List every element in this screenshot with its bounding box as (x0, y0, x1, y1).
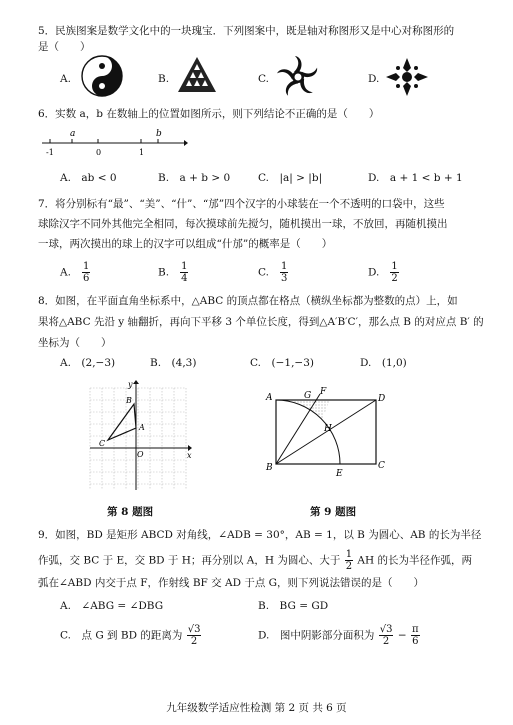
label-c: C (378, 461, 385, 471)
q7-option-d: D. $\frac{1}{2}$ (368, 261, 398, 284)
fraction: $\frac{1}{4}$ (181, 261, 188, 284)
number-line-diagram (38, 125, 188, 159)
q9-line1: 9．如图，BD 是矩形 ABCD 对角线，∠ADB = 30°，AB = 1，以 B 为圆心、AB 的长为半径 (38, 529, 482, 541)
q7-line1: 7．将分别标有“最”、“美”、“什”、“邡”四个汉字的小球装在一个不透明的口袋中，这些 (38, 198, 445, 210)
fraction: $\frac{\pi}{6}$ (411, 624, 419, 647)
q5-option-c: C. (258, 73, 269, 85)
label-a: a (70, 129, 76, 139)
taiji-pattern-icon (80, 54, 124, 98)
fraction: $\frac{1}{2}$ (345, 549, 353, 572)
q5-stem-line2: 是（ ） (38, 41, 91, 53)
q9-option-b: B. BG = GD (258, 600, 329, 612)
tick-label-one: 1 (139, 148, 145, 157)
page-footer: 九年级数学适应性检测 第 2 页 共 6 页 (166, 702, 347, 714)
fraction: $\frac{1}{6}$ (82, 261, 90, 284)
shaded-region (276, 400, 330, 419)
q9-option-a: A. ∠ABG = ∠DBG (60, 600, 164, 612)
q7-option-b: B. $\frac{1}{4}$ (158, 261, 188, 284)
q8-line1: 8．如图，在平面直角坐标系中，△ABC 的顶点都在格点（横纵坐标都为整数的点）上，如 (38, 295, 458, 307)
q7-option-a: A. $\frac{1}{6}$ (60, 261, 90, 284)
q7-option-c: C. $\frac{1}{3}$ (258, 261, 288, 284)
label-a: A (266, 393, 273, 403)
label-x: x (187, 451, 192, 460)
label-y: y (128, 380, 133, 389)
q8-line3: 坐标为（ ） (38, 337, 112, 349)
q9-line2: 作弧，交 BC 于 E，交 BD 于 H；再分别以 A，H 为圆心、大于 $\frac{1}{2}$ AH 的长为半径作弧，两 (38, 549, 472, 572)
fraction: $\frac{√3}{2}$ (379, 624, 393, 647)
triangle-pattern-icon (176, 55, 218, 95)
q6-stem: 6．实数 a，b 在数轴上的位置如图所示，则下列结论不正确的是（ ） (38, 108, 380, 120)
pinwheel-flower-icon (274, 53, 322, 101)
label-g: G (304, 391, 312, 401)
tick-label-minus-one: -1 (46, 148, 54, 157)
q5-stem-line1: 5．民族图案是数学文化中的一块瑰宝．下列图案中，既是轴对称图形又是中心对称图形的 (38, 25, 455, 37)
fraction: $\frac{1}{2}$ (391, 261, 398, 284)
label-b: B (126, 396, 132, 405)
q6-option-d: D. a + 1 < b + 1 (368, 172, 463, 184)
label-h: H (324, 424, 332, 434)
q9-line3: 弧在∠ABD 内交于点 F，作射线 BF 交 AD 于点 G，则下列说法错误的是（ ） (38, 577, 425, 589)
figure-8-caption: 第 8 题图 (107, 506, 154, 518)
label-d: D (378, 394, 386, 404)
triangle-abc (108, 404, 136, 440)
label-o: O (137, 450, 144, 459)
figure-9-rectangle-diagram (264, 386, 390, 478)
q6-option-a: A. ab < 0 (60, 172, 117, 184)
label-c: C (99, 439, 106, 448)
label-a: A (139, 423, 145, 432)
label-f: F (320, 387, 327, 397)
q8-option-c: C. (−1,−3) (250, 357, 314, 369)
q7-line3: 一球，两次摸出的球上的汉字可以组成“什邡”的概率是（ ） (38, 238, 333, 250)
label-b: b (156, 129, 162, 139)
q6-option-b: B. a + b > 0 (158, 172, 231, 184)
figure-9-caption: 第 9 题图 (310, 506, 357, 518)
q8-line2: 果将△ABC 先沿 y 轴翻折，再向下平移 3 个单位长度，得到△A′B′C′，那么点 B 的对应点 B′ 的 (38, 316, 484, 328)
q5-option-b: B. (158, 73, 170, 85)
label-e: E (336, 469, 343, 478)
ray-bf (276, 394, 320, 464)
q5-option-a: A. (60, 73, 71, 85)
figure-8-coordinate-grid (84, 378, 194, 496)
q6-option-c: C. |a| > |b| (258, 172, 323, 184)
fraction: $\frac{1}{3}$ (281, 261, 288, 284)
q8-option-b: B. (4,3) (150, 357, 197, 369)
q9-option-c: C. 点 G 到 BD 的距离为 $\frac{√3}{2}$ (60, 624, 201, 647)
q8-option-d: D. (1,0) (360, 357, 407, 369)
tick-label-zero: 0 (96, 148, 102, 157)
q8-option-a: A. (2,−3) (60, 357, 116, 369)
label-b: B (266, 463, 273, 473)
q9-option-d: D. 图中阴影部分面积为 $\frac{√3}{2}$ − $\frac{\pi}{6}$ (258, 624, 419, 647)
fraction: $\frac{√3}{2}$ (187, 624, 201, 647)
q5-option-d: D. (368, 73, 380, 85)
diamond-star-pattern-icon (384, 56, 430, 98)
q7-line2: 球除汉字不同外其他完全相同，每次摸球前先搅匀，随机摸出一球，不放回，再随机摸出 (38, 218, 448, 230)
